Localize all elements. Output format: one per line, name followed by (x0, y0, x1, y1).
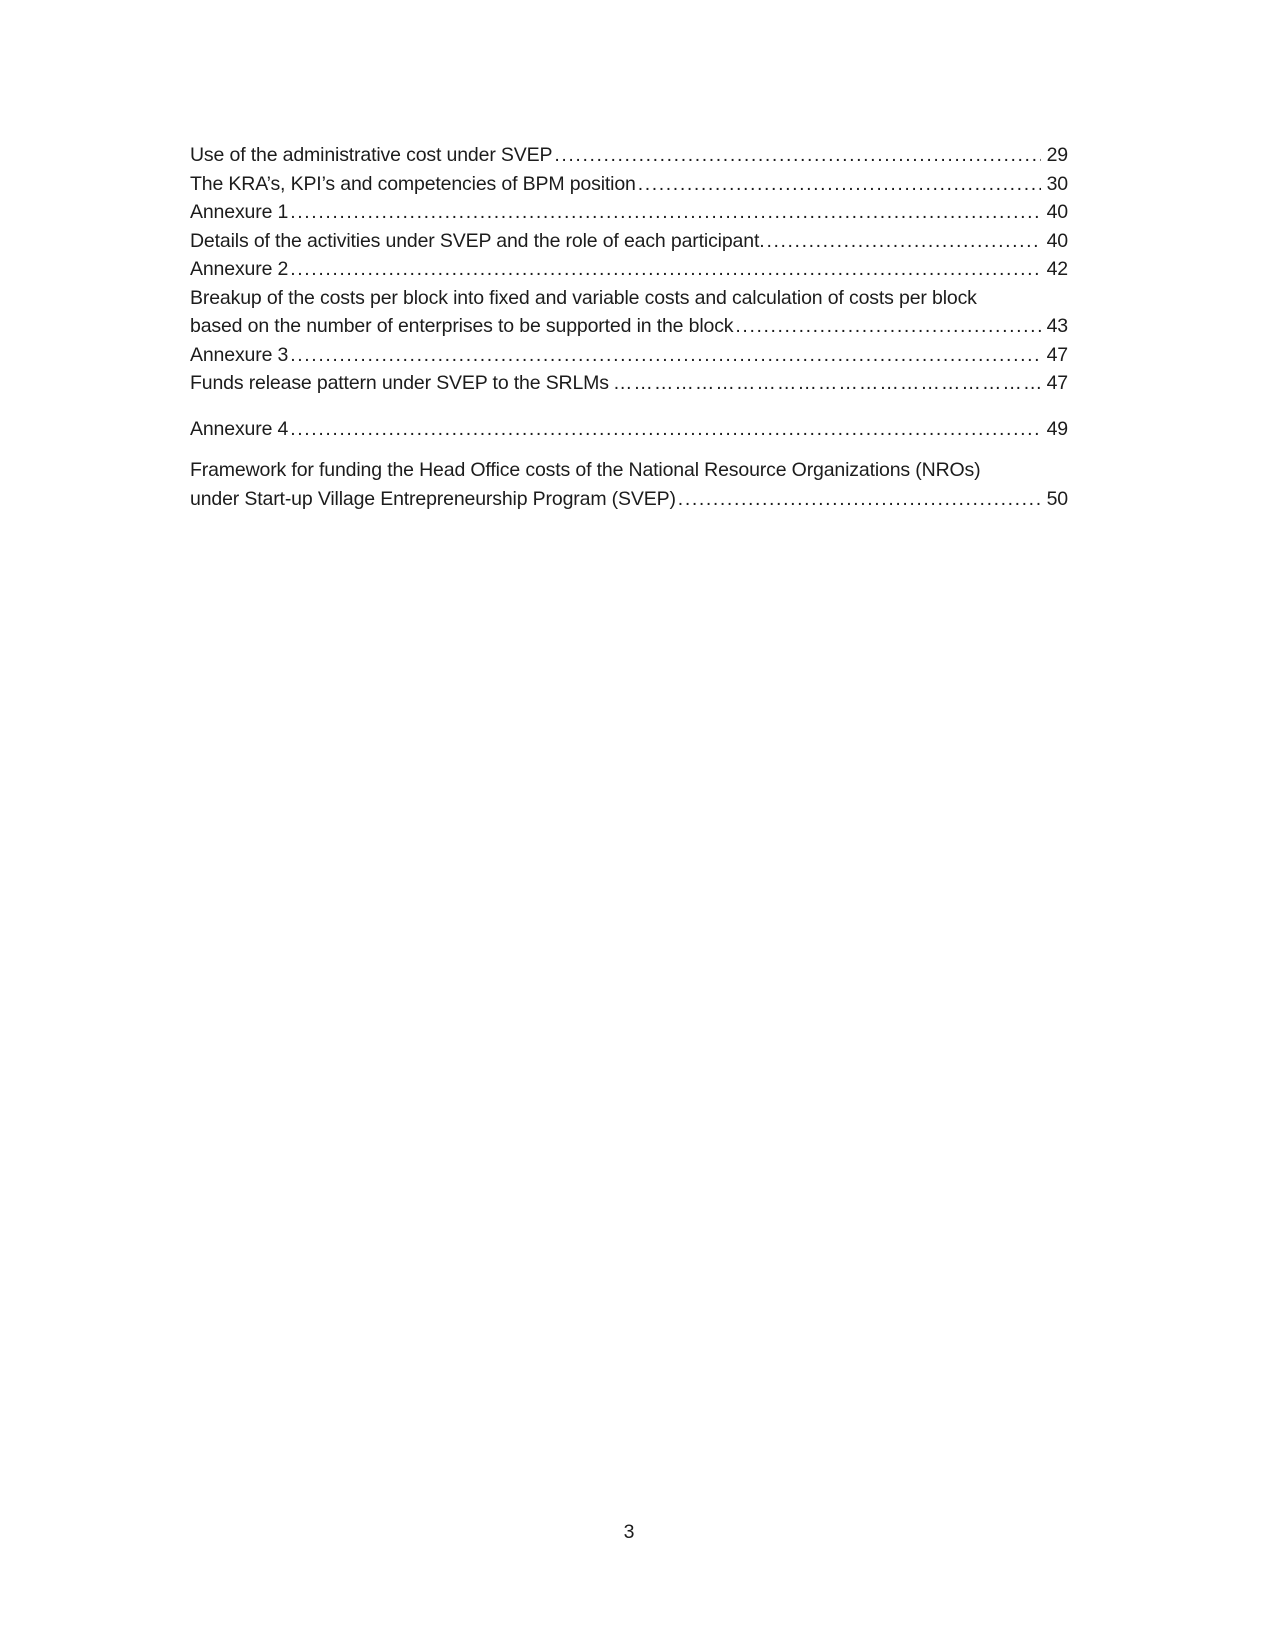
dot-leader (288, 415, 1040, 444)
toc-entry-text: The KRA’s, KPI’s and competencies of BPM position (190, 172, 636, 195)
toc-page-number: 42 (1046, 258, 1068, 280)
dot-leader (288, 198, 1040, 227)
dot-leader (676, 485, 1041, 514)
toc-entry-text: based on the number of enterprises to be supported in the block (190, 315, 734, 337)
toc-entry-text: Annexure 4 (190, 417, 289, 440)
dot-leader (288, 255, 1040, 284)
toc-page-number: 40 (1046, 201, 1068, 223)
toc-line (190, 341, 1068, 370)
toc-line (190, 312, 1068, 341)
dot-leader (764, 227, 1040, 256)
toc-entry-text: Annexure 3 (190, 343, 289, 366)
toc-line (190, 456, 1068, 485)
dot-leader (636, 170, 1041, 199)
toc-entry-text: under Start-up Village Entrepreneurship Program (SVEP) (190, 487, 676, 510)
dot-leader (552, 141, 1040, 170)
toc-entry-text: Details of the activities under SVEP and the role of each participant. (190, 229, 765, 252)
dot-leader (733, 312, 1040, 341)
toc-line (190, 141, 1068, 170)
toc-line (190, 170, 1068, 199)
toc-entry-text: Use of the administrative cost under SVEP (190, 144, 553, 166)
toc-entry-text: Funds release pattern under SVEP to the SRLMs (190, 372, 609, 394)
toc-entry-text: Breakup of the costs per block into fixed and variable costs and calculation of costs per block (190, 286, 977, 309)
toc-line (190, 485, 1068, 514)
toc-page-number: 47 (1046, 372, 1068, 394)
toc-line (190, 198, 1068, 227)
footer-page-number: 3 (623, 1521, 635, 1543)
ellipsis-leader (609, 369, 1041, 398)
toc-page-number: 50 (1046, 487, 1068, 510)
toc-page-number: 43 (1046, 315, 1068, 337)
toc-line (190, 415, 1068, 444)
toc-line (190, 227, 1068, 256)
toc-page-number: 40 (1046, 229, 1068, 252)
toc-line (190, 284, 1068, 313)
toc-entry-text: Annexure 1 (190, 201, 289, 223)
toc-page-number: 30 (1046, 172, 1068, 195)
toc-line (190, 255, 1068, 284)
dot-leader (288, 341, 1040, 370)
toc-page-number: 49 (1046, 417, 1068, 440)
toc-page-number: 29 (1046, 144, 1068, 166)
toc-line (190, 369, 1068, 398)
toc-entry-text: Annexure 2 (190, 258, 289, 280)
toc-entry-text: Framework for funding the Head Office costs of the National Resource Organizations (NROs) (190, 459, 981, 481)
table-of-contents (190, 141, 1068, 513)
toc-page-number: 47 (1046, 343, 1068, 366)
